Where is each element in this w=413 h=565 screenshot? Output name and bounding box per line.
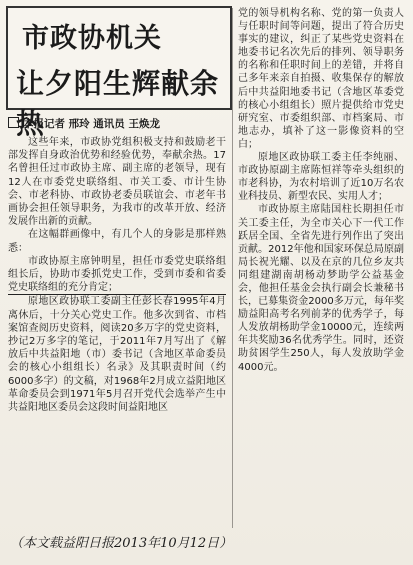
column-divider bbox=[232, 8, 233, 528]
headline-line-1: 市政协机关 bbox=[22, 23, 162, 54]
paragraph: 党的领导机构名称、党的第一负责人与任职时间等问题，提出了符合历史事实的建议，纠正了某些党史资料在地委书记名次先后的排列、领导职务的名称和任职时间上的差错，并将自己多年来亲自拍摄、收集保存的解放后中共益阳地委书记（含地区革委党的核心小组组长）照片提供给市党史研究室、市委组织部、市档案局、市地志办，填补了这一影像资料的空白； bbox=[238, 8, 404, 150]
paragraph: 原地区政协联工委主任李纯丽、市政协原副主席陈恒祥等牵头组织的市老科协，为农村培训了近10万名农业科技员、新型农民、实用人才； bbox=[238, 152, 404, 203]
source-note: （本文载益阳日报2013年10月12日） bbox=[10, 536, 233, 551]
headline-line-2: 让夕阳生辉献余热 bbox=[16, 67, 220, 140]
paragraph: 原地区政协联工委副主任彭长春1995年4月离休后，十分关心党史工作。他多次到省、市档案馆查阅历史资料，阅读20多万字的党史资料，抄记2万多字的笔记，于2011年7月写出了《解放后中共益阳地（市）委书记（含地区革命委员会的核心小组组长）名录》及其职责时间（约6000多字）的文稿，对1968年2月成立益阳地区革命委员会到1971年5月召开党代会选举产生中共益阳地区委员会这段时间益阳地区 bbox=[8, 296, 226, 414]
left-column bbox=[8, 136, 226, 414]
paragraph: 这些年来，市政协党组积极支持和鼓励老干部发挥自身政治优势和经验优势，奉献余热。17名曾担任过市政协主席、副主席的老领导，现有12人在市委党史联络组、市关工委、市计生协会、市老科协、市政协老委员联谊会、市老年书画协会担任领导职务，为我市的改革开放、经济发展作出新的贡献。 bbox=[8, 137, 226, 228]
byline-text: 本报记者 邢玲 通讯员 王焕龙 bbox=[23, 118, 160, 130]
byline-box-icon bbox=[8, 117, 19, 128]
paragraph: 在这幅群画像中，有几个人的身影是那样熟悉： bbox=[8, 229, 226, 254]
paragraph: 市政协原主席钟明星，担任市委党史联络组组长后，协助市委抓党史工作，受到市委和省委党史联络组的充分肯定； bbox=[8, 255, 226, 296]
right-column bbox=[238, 7, 404, 374]
byline bbox=[8, 116, 228, 131]
paragraph: 市政协原主席陆国柱长期担任市关工委主任，为全市关心下一代工作跃居全国、全省先进行列作出了突出贡献。2012年他和国家环保总局原副局长祝光耀、以及在京的几位乡友共同组建湖南胡杨动梦助学公益基金会，他担任基金会执行副会长兼秘书长，已募集资金2000多万元，每年奖励益阳高考名列前茅的优秀学子，每人发放胡杨助学金10000元，连续两年共奖励36名优秀学生。同时，还资助贫困学生250人，每人发放助学金4000元。 bbox=[238, 204, 404, 373]
